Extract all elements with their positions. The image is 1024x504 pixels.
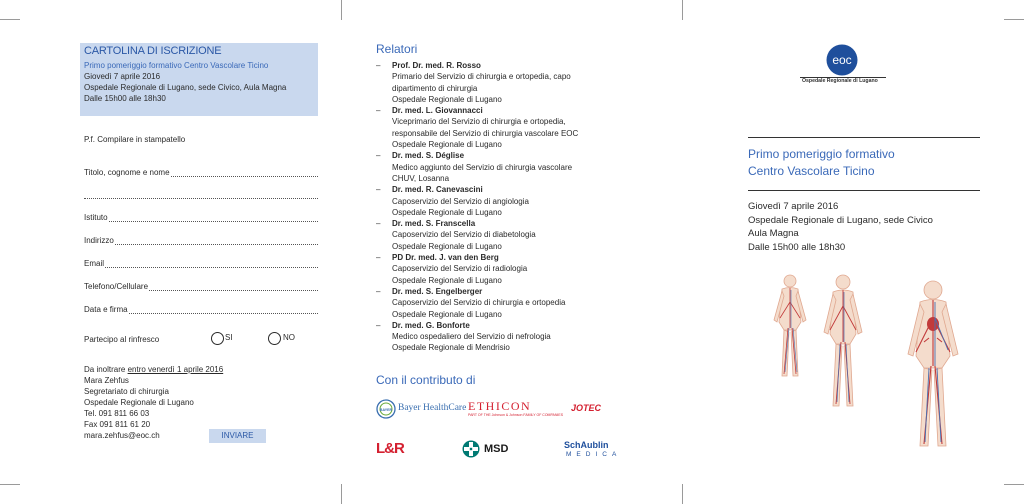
eoc-caption: Ospedale Regionale di Lugano [802,78,878,84]
institute-field[interactable] [84,211,318,222]
msd-mark-icon [462,440,480,458]
send-contact-office: Segretariato di chirurgia [84,387,169,396]
event-room: Aula Magna [748,228,799,239]
crop-mark [682,0,683,20]
bayer-logo-text: Bayer HealthCare [398,403,467,413]
name-field-extra-line[interactable] [84,188,318,199]
speaker-item: – Dr. med. S. Engelberger Caposervizio del Servizio di chirurgia e ortopedia Ospedale Regionale di Lugano [376,286,566,319]
anatomy-figure-large [900,278,966,452]
anatomy-figure-medium [818,272,868,412]
send-contact-hospital: Ospedale Regionale di Lugano [84,398,194,407]
msd-logo-text: MSD [484,443,509,455]
speakers-title: Relatori [376,42,418,56]
send-contact-name: Mara Zehfus [84,376,129,385]
speaker-item: – Dr. med. S. Franscella Caposervizio del Servizio di diabetologia Ospedale Regionale di Lugano [376,219,536,251]
email-field[interactable] [84,257,318,268]
send-to-block [84,364,223,441]
event-time: Dalle 15h00 alle 18h30 [748,241,846,253]
lr-logo: L&R [376,440,404,457]
institute-label: Istituto [84,213,108,222]
date-signature-field[interactable] [84,303,318,314]
send-deadline: entro venerdì 1 aprile 2016 [127,365,224,374]
send-contact-phone: Tel. 091 811 66 03 [84,409,150,418]
email-label: Email [84,259,105,268]
ethicon-logo: ETHICON [468,399,532,413]
card-time: Dalle 15h00 alle 18h30 [84,94,166,103]
name-label: Titolo, cognome e nome [84,168,170,177]
ethicon-tagline: PART OF THE Johnson & Johnson FAMILY OF COMPANIES [468,413,564,417]
card-subtitle: Primo pomeriggio formativo Centro Vascolare Ticino [84,61,269,70]
crop-mark [341,484,342,504]
phone-field[interactable] [84,280,318,291]
crop-mark [1004,484,1024,485]
bayer-cross-icon [376,399,396,419]
speaker-item: – Dr. med. S. Déglise Medico aggiunto del Servizio di chirurgia vascolare CHUV, Losanna [376,151,573,183]
send-deadline-line: Da inoltrare entro venerdì 1 aprile 2016 [84,365,224,374]
eoc-badge-text: eoc [832,53,852,67]
title-rule-bottom [748,190,980,191]
anatomy-figure-small [768,272,812,382]
sponsors-title: Con il contributo di [376,373,476,387]
eoc-logo-icon [826,44,858,76]
address-label: Indirizzo [84,236,114,245]
send-contact-fax: Fax 091 811 61 20 [84,420,151,429]
crop-mark [0,484,20,485]
form-instruction: P.f. Compilare in stampatello [84,135,186,144]
speaker-item: – Dr. med. G. Bonforte Medico ospedaliero del Servizio di nefrologia Ospedale Regionale di Mendrisio [376,320,551,353]
schaublin-logo-text: SchAublin [564,440,609,450]
crop-mark [682,484,683,504]
name-field[interactable] [84,166,318,177]
event-title-line-2: Centro Vascolare Ticino [748,164,875,178]
event-info [748,200,933,254]
title-rule-top [748,137,980,138]
send-button[interactable]: INVIARE [209,429,266,443]
crop-mark [1004,19,1024,20]
schaublin-medica-text: MEDICA [566,451,622,458]
speakers-list [376,60,606,354]
bayer-badge-text: BAYER [379,408,393,412]
speaker-item: – Prof. Dr. med. R. Rosso Primario del Servizio di chirurgia e ortopedia, capo dipartimento di chirurgia Ospedale Regionale di Lugano [376,61,571,104]
refreshment-no-label: NO [283,333,295,342]
registration-card-header [80,43,318,116]
card-title: CARTOLINA DI ISCRIZIONE [84,45,222,57]
card-place: Ospedale Regionale di Lugano, sede Civico, Aula Magna [84,83,287,92]
speaker-item: – Dr. med. R. Canevascini Caposervizio del Servizio di angiologia Ospedale Regionale di Lugano [376,185,529,217]
send-contact-email[interactable]: mara.zehfus@eoc.ch [84,431,160,440]
event-title [748,146,895,180]
crop-mark [0,19,20,20]
date-signature-label: Data e firma [84,305,128,314]
refreshment-yes-radio[interactable] [211,332,224,345]
address-field[interactable] [84,234,318,245]
refreshment-yes-label: SI [225,333,233,342]
event-title-line-1: Primo pomeriggio formativo [748,147,895,161]
crop-mark [341,0,342,20]
speaker-item: – PD Dr. med. J. van den Berg Caposervizio del Servizio di radiologia Ospedale Regionale di Lugano [376,253,528,285]
event-date: Giovedì 7 aprile 2016 [748,201,839,212]
phone-label: Telefono/Cellulare [84,282,149,291]
refreshment-label: Partecipo al rinfresco [84,335,160,344]
speaker-item: – Dr. med. L. Giovannacci Viceprimario del Servizio di chirurgia e ortopedia, responsabile del Servizio di chirurgia vascolare EOC Ospedale Regionale di Lugano [376,106,579,150]
card-date: Giovedì 7 aprile 2016 [84,72,161,81]
refreshment-no-radio[interactable] [268,332,281,345]
event-place: Ospedale Regionale di Lugano, sede Civico [748,214,933,226]
jotec-logo: JOTEC [571,403,602,413]
